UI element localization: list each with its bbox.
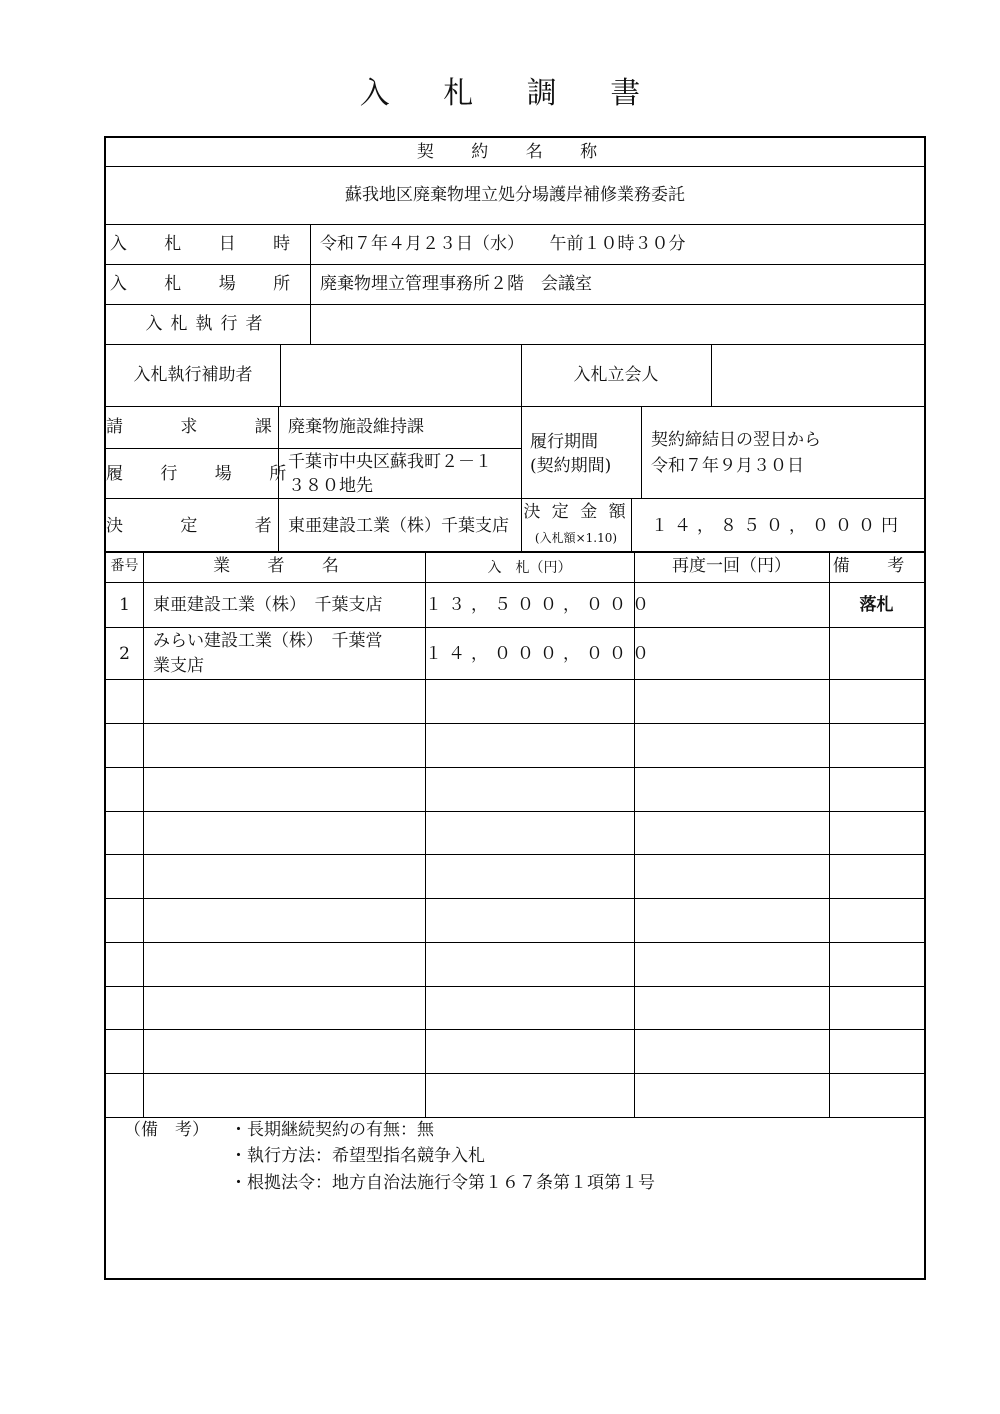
header-bid: 入 札（円）: [487, 560, 572, 576]
header-no: 番号: [110, 558, 139, 574]
header-rebid: 再度一回（円）: [672, 556, 791, 576]
period-label-line2: (契約期間): [530, 456, 612, 476]
bid-date-label: 入 札 日 時: [109, 234, 307, 254]
row1-no: 1: [119, 595, 130, 615]
dept-label: 請 求 課: [106, 417, 298, 437]
bid-date-value: 令和７年４月２３日（水） 午前１０時３０分: [320, 234, 686, 254]
row1-bid: １３，５００，０００: [425, 595, 655, 615]
amount-label: 決 定 金 額: [523, 502, 629, 522]
document-title: 入 札 調 書: [359, 76, 663, 111]
row2-bid: １４，０００，０００: [425, 644, 655, 664]
row2-company-line1: みらい建設工業（株） 千葉営: [153, 631, 383, 651]
period-value-line1: 契約締結日の翌日から: [651, 430, 821, 450]
assistant-label: 入札執行補助者: [133, 365, 253, 385]
note-item-1: ・長期継続契約の有無：無: [230, 1120, 434, 1140]
site-value-line2: ３８０地先: [288, 476, 373, 496]
decided-amount: １４，８５０，０００円: [651, 516, 904, 536]
contract-name-header: 契 約 名 称: [416, 142, 614, 162]
executor-label: 入札執行者: [145, 314, 271, 334]
decided-value: 東亜建設工業（株）千葉支店: [288, 516, 509, 536]
witness-label: 入札立会人: [573, 365, 659, 385]
dept-value: 廃棄物施設維持課: [288, 417, 424, 437]
row2-company-line2: 業支店: [153, 656, 204, 676]
header-remarks: 備 考: [832, 556, 921, 576]
row2-no: 2: [119, 644, 130, 664]
note-item-2: ・執行方法：希望型指名競争入札: [230, 1146, 485, 1166]
period-value-line2: 令和７年９月３０日: [651, 456, 804, 476]
bid-place-value: 廃棄物埋立管理事務所２階 会議室: [320, 274, 592, 294]
note-item-3: ・根拠法令：地方自治法施行令第１６７条第１項第１号: [230, 1173, 655, 1193]
bid-record-table: [104, 136, 926, 1280]
site-label: 履 行 場 所: [106, 464, 303, 484]
notes-label: （備 考）: [124, 1120, 209, 1140]
decided-label: 決 定 者: [106, 516, 298, 536]
row1-company: 東亜建設工業（株） 千葉支店: [153, 595, 383, 615]
period-label-line1: 履行期間: [530, 432, 598, 452]
site-value-line1: 千葉市中央区蘇我町２－１: [288, 452, 492, 472]
bid-place-label: 入 札 場 所: [109, 274, 307, 294]
row1-remarks-winner: 落札: [859, 595, 894, 615]
contract-name: 蘇我地区廃棄物埋立処分場護岸補修業務委託: [345, 185, 685, 205]
header-company: 業 者 名: [213, 556, 355, 576]
amount-sub: (入札額×1.10): [534, 531, 618, 545]
